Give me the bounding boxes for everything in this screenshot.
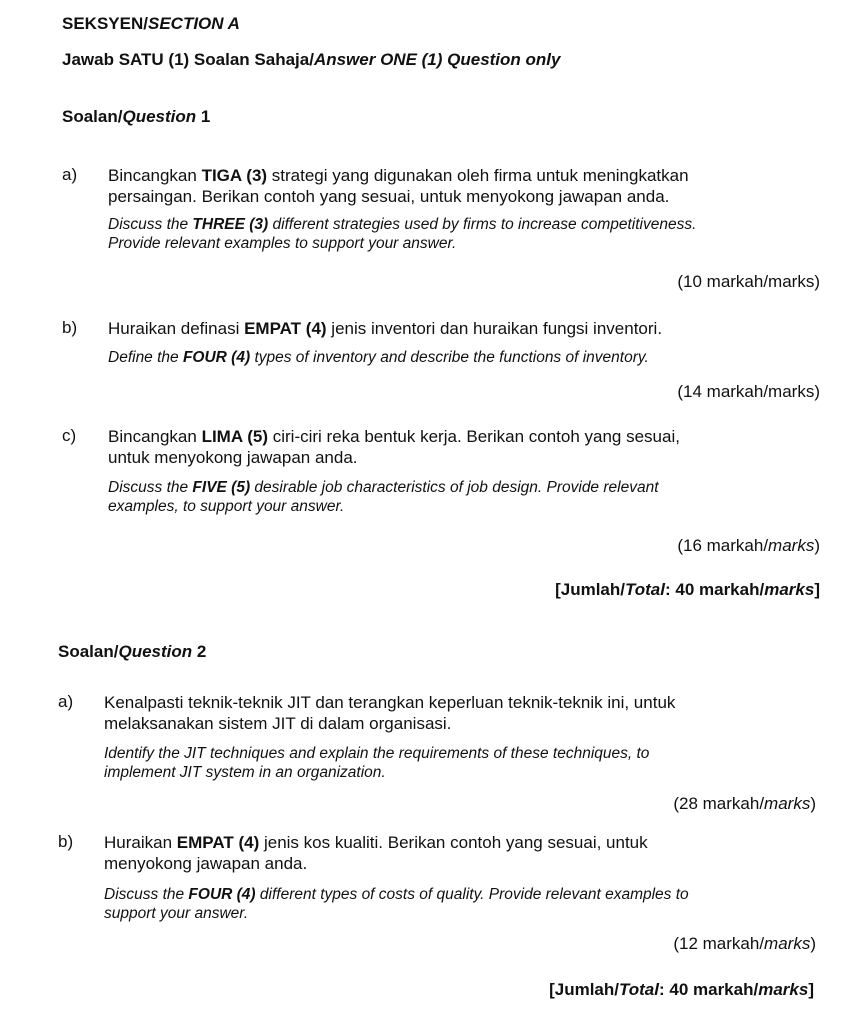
q1-heading-num: 1 [200,107,211,126]
q1-a-en-post: different strategies used by firms to increase competitiveness. [268,216,697,233]
q2-b-english-line1 [104,885,689,904]
q1-c-ms-post: ciri-ciri reka bentuk kerja. Berikan contoh yang sesuai, [268,427,680,446]
q1-c-marks-pre: (16 markah/ [677,536,769,555]
q1-c-en-bold: FIVE (5) [192,479,251,496]
q2-b-malay-line2: menyokong jawapan anda. [104,854,308,873]
q2-a-english-line1: Identify the JIT techniques and explain the requirements of these techniques, to [104,745,650,762]
q2-b-marks-it: marks [764,934,811,953]
q1-total-post: ] [814,580,820,599]
q1-a-ms-bold: TIGA (3) [201,166,268,185]
q1-c-label: c) [62,426,77,445]
q2-total-post: ] [808,980,814,999]
q2-heading-en: Question [118,642,193,661]
q2-b-marks-pre: (12 markah/ [673,934,765,953]
q2-total-it: Total [619,980,659,999]
q2-a-english-line2: implement JIT system in an organization. [104,764,386,781]
q2-b-ms-post: jenis kos kualiti. Berikan contoh yang sesuai, untuk [259,833,648,852]
q2-total [549,980,814,1000]
q2-b-ms-bold: EMPAT (4) [176,833,260,852]
q1-a-english-line2: Provide relevant examples to support your answer. [108,235,457,252]
q2-a-marks [673,794,816,814]
q1-a-ms-pre: Bincangkan [108,166,202,185]
q2-b-en-pre: Discuss the [104,886,189,903]
q1-c-en-pre: Discuss the [108,479,193,496]
q1-a-ms-post: strategi yang digunakan oleh firma untuk meningkatkan [267,166,689,185]
q1-c-marks-post: ) [814,536,820,555]
q2-b-marks-post: ) [810,934,816,953]
q2-a-label: a) [58,692,74,711]
q1-a-label: a) [62,165,78,184]
q1-b-en-post: types of inventory and describe the functions of inventory. [250,349,649,366]
q1-total-pre: [Jumlah/ [555,580,625,599]
q2-b-marks [673,934,816,954]
q1-c-en-post: desirable job characteristics of job design. Provide relevant [250,479,659,496]
q1-b-marks: (14 markah/marks) [677,382,820,401]
question-2-heading [58,642,206,662]
q2-b-malay-line1 [104,832,648,853]
q1-total-mid: : 40 markah/ [664,580,765,599]
section-title [62,14,240,34]
q1-a-en-pre: Discuss the [108,216,193,233]
q1-c-ms-pre: Bincangkan [108,427,202,446]
question-1-heading [62,107,210,127]
q1-c-marks [677,536,820,556]
q1-total-it: Total [625,580,665,599]
q2-total-mid: : 40 markah/ [658,980,759,999]
section-title-en: SECTION A [147,14,240,33]
q2-a-marks-it: marks [764,794,811,813]
q2-b-english-line2: support your answer. [104,905,249,922]
q1-total [555,580,820,600]
q2-b-en-bold: FOUR (4) [188,886,256,903]
q2-b-label: b) [58,832,74,851]
q2-a-marks-pre: (28 markah/ [673,794,765,813]
q2-a-malay-line1: Kenalpasti teknik-teknik JIT dan terangkan keperluan teknik-teknik ini, untuk [104,693,676,712]
q1-b-ms-bold: EMPAT (4) [244,319,327,338]
q1-b-en-pre: Define the [108,349,183,366]
q1-a-en-bold: THREE (3) [192,216,269,233]
q1-a-malay-line2: persaingan. Berikan contoh yang sesuai, untuk menyokong jawapan anda. [108,187,670,206]
q1-a-malay-line1 [108,165,689,186]
q2-total-it2: marks [758,980,809,999]
q1-b-label: b) [62,318,78,337]
q1-heading-en: Question [122,107,197,126]
q1-b-english [108,348,649,367]
q1-b-malay [108,318,662,339]
q1-c-malay-line1 [108,426,680,447]
q1-c-ms-bold: LIMA (5) [201,427,268,446]
q2-a-marks-post: ) [810,794,816,813]
instruction-en: Answer ONE (1) Question only [313,50,561,69]
q1-c-english-line1 [108,478,659,497]
instruction-ms: Jawab SATU (1) Soalan Sahaja/ [62,50,314,69]
q1-c-marks-it: marks [768,536,815,555]
section-instruction [62,50,560,70]
q1-b-ms-pre: Huraikan definasi [108,319,245,338]
section-title-ms: SEKSYEN/ [62,14,148,33]
q1-c-malay-line2: untuk menyokong jawapan anda. [108,448,358,467]
q2-a-malay-line2: melaksanakan sistem JIT di dalam organisasi. [104,714,452,733]
q2-b-en-post: different types of costs of quality. Provide relevant examples to [255,886,689,903]
q1-total-it2: marks [764,580,815,599]
q1-heading-ms: Soalan/ [62,107,123,126]
q1-c-english-line2: examples, to support your answer. [108,498,345,515]
q2-heading-ms: Soalan/ [58,642,119,661]
q1-a-marks: (10 markah/marks) [677,272,820,291]
q1-b-ms-post: jenis inventori dan huraikan fungsi inventori. [326,319,663,338]
q2-heading-num: 2 [196,642,207,661]
q2-total-pre: [Jumlah/ [549,980,619,999]
q1-a-english-line1 [108,215,696,234]
q1-b-en-bold: FOUR (4) [182,349,251,366]
q2-b-ms-pre: Huraikan [104,833,177,852]
